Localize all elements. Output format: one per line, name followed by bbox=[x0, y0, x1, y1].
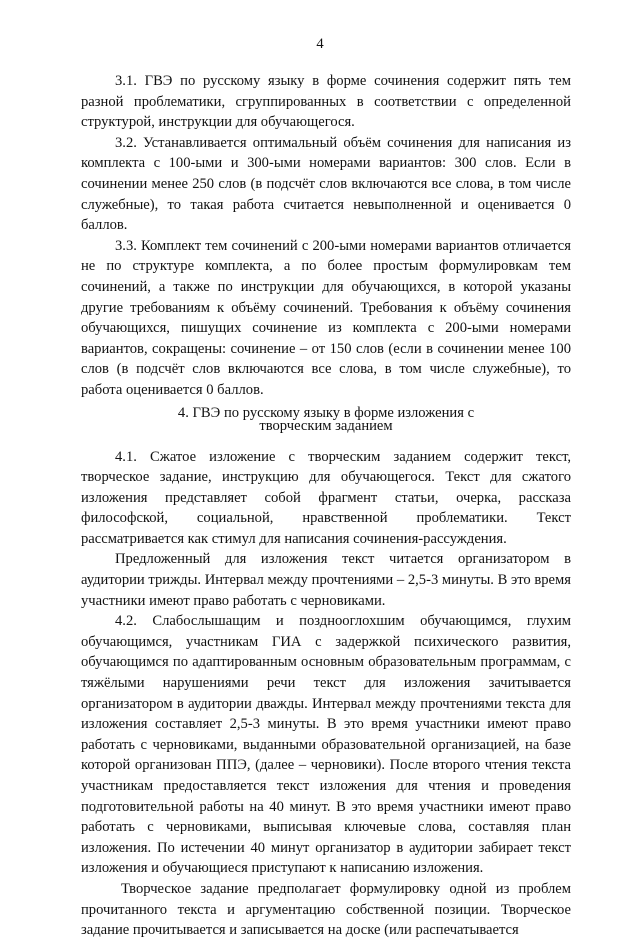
section-heading-line-1: 4. ГВЭ по русскому языку в форме изложения с bbox=[177, 404, 475, 421]
section-heading-line-2: творческим заданием bbox=[259, 417, 393, 434]
document-body bbox=[81, 71, 571, 941]
paragraph-4-2: 4.2. Слабослышащим и позднооглохшим обучающимся, глухим обучающимся, участникам ГИА с задержкой психического развития, обучающимся по адаптированным основным образовательным программам, с тяжёлыми нарушениями речи текст для изложения зачитывается организатором в аудитории дважды. Интервал между прочтениями текста для изложения составляет 2,5-3 минуты. В это время участники имеют право работать с черновиками, выданными образовательной организацией, на базе которой организован ППЭ, (далее – черновики). После второго чтения текста участникам предоставляется текст изложения для чтения и проведения подготовительной работы на 40 минут. В это время участники имеют право работать с черновиками, выписывая ключевые слова, составляя план изложения. По истечении 40 минут организатор в аудитории забирает текст изложения и обучающиеся приступают к написанию изложения. bbox=[81, 613, 571, 877]
paragraph-3-1: 3.1. ГВЭ по русскому языку в форме сочинения содержит пять тем разной проблематики, сгруппированных в соответствии с определенной структурой, инструкции для обучающегося. bbox=[81, 73, 571, 131]
paragraph-reading: Предложенный для изложения текст читается организатором в аудитории трижды. Интервал между прочтениями – 2,5-3 минуты. В это время участники имеют право работать с черновиками. bbox=[81, 551, 571, 609]
page-number: 4 bbox=[316, 36, 324, 52]
paragraph-4-1: 4.1. Сжатое изложение с творческим заданием содержит текст, творческое задание, инструкцию для обучающегося. Текст для сжатого изложения представляет собой фрагмент статьи, очерка, рассказа философской, социальной, нравственной проблематики. Текст рассматривается как стимул для написания сочинения-рассуждения. bbox=[81, 448, 571, 547]
paragraph-creative-task: Творческое задание предполагает формулировку одной из проблем прочитанного текста и аргументацию собственной позиции. Творческое задание прочитывается и записывается на доске (или распечатывается bbox=[81, 880, 571, 939]
paragraph-3-3: 3.3. Комплект тем сочинений с 200-ыми номерами вариантов отличается не по структуре комплекта, а по более простым формулировкам тем сочинений, а также по инструкции для обучающихся, в которой указаны другие требованиям к объёму сочинений. Требования к объёму сочинения обучающихся, пишущих сочинение из комплекта с 200-ыми номерами вариантов, сокращены: сочинение – от 150 слов (если в сочинении менее 100 слов (в подсчёт слов включаются все слова, в том числе служебные), то работа оценивается 0 баллов. bbox=[81, 237, 571, 398]
paragraph-3-2: 3.2. Устанавливается оптимальный объём сочинения для написания из комплекта с 100-ыми и 300-ыми номерами вариантов: 300 слов. Если в сочинении менее 250 слов (в подсчёт слов включаются все слова, в том числе служебные), то такая работа считается невыполненной и оценивается 0 баллов. bbox=[81, 134, 571, 234]
section-heading bbox=[81, 404, 571, 434]
